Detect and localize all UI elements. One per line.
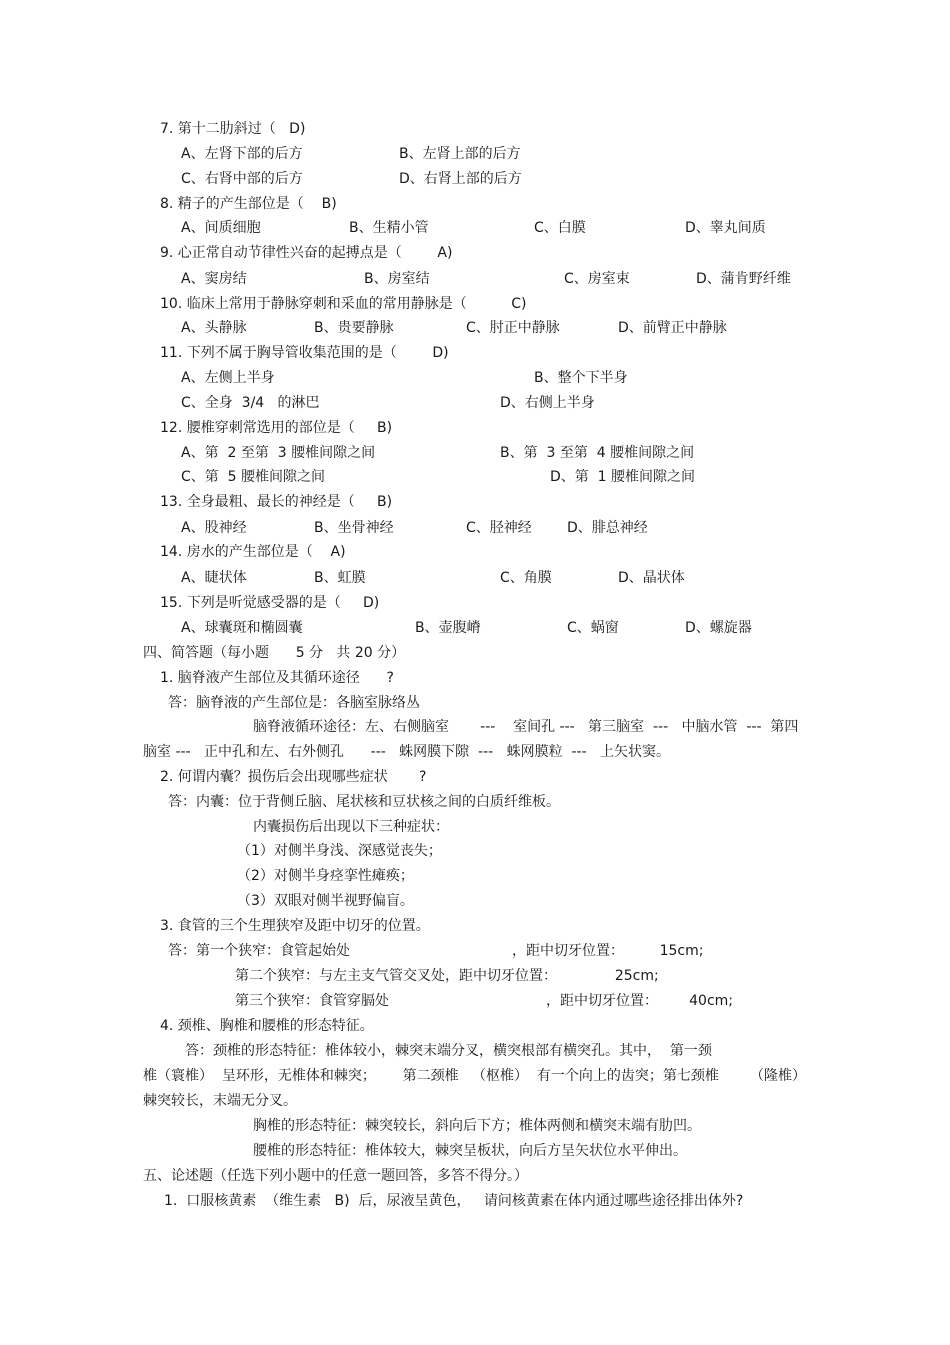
question-10-option-d: D、前臂正中静脉 xyxy=(618,320,727,336)
short-answer-3-answer-line-3-left: 第三个狭窄：食管穿膈处 xyxy=(235,993,389,1009)
short-answer-3-answer-line-3-right: ，距中切牙位置： 40cm; xyxy=(546,993,734,1009)
question-15-option-a: A、球囊斑和椭圆囊 xyxy=(181,620,303,636)
question-8-option-c: C、白膜 xyxy=(534,220,586,236)
short-answer-4-question: 4. 颈椎、胸椎和腰椎的形态特征。 xyxy=(160,1018,374,1034)
short-answer-4-answer-line-3: 棘突较长，末端无分叉。 xyxy=(143,1093,297,1109)
question-8-option-a: A、间质细胞 xyxy=(181,220,261,236)
question-12-option-a: A、第 2 至第 3 腰椎间隙之间 xyxy=(181,445,376,461)
question-9-option-b: B、房室结 xyxy=(364,271,430,287)
question-11-option-d: D、右侧上半身 xyxy=(500,395,595,411)
question-11-option-c: C、全身 3/4 的淋巴 xyxy=(181,395,320,411)
short-answer-3-answer-line-1-left: 答：第一个狭窄：食管起始处 xyxy=(168,943,350,959)
question-12-option-d: D、第 1 腰椎间隙之间 xyxy=(550,469,696,485)
question-13-option-b: B、坐骨神经 xyxy=(314,520,394,536)
question-15-option-b: B、壶腹嵴 xyxy=(415,620,481,636)
short-answer-4-answer-line-4: 胸椎的形态特征：棘突较长，斜向后下方；椎体两侧和横突末端有肋凹。 xyxy=(253,1118,701,1134)
question-13-stem: 13. 全身最粗、最长的神经是（ B) xyxy=(160,494,393,510)
question-10-option-a: A、头静脉 xyxy=(181,320,247,336)
short-answer-2-question: 2. 何谓内囊？损伤后会出现哪些症状 ? xyxy=(160,769,427,785)
section-4-heading: 四、简答题（每小题 5 分 共 20 分） xyxy=(143,645,406,661)
question-7-option-c: C、右肾中部的后方 xyxy=(181,171,303,187)
question-14-option-c: C、角膜 xyxy=(500,570,552,586)
question-14-option-b: B、虹膜 xyxy=(314,570,366,586)
short-answer-2-symptom-3: （3）双眼对侧半视野偏盲。 xyxy=(237,893,414,909)
question-11-option-b: B、整个下半身 xyxy=(534,370,628,386)
question-15-option-c: C、蜗窗 xyxy=(567,620,619,636)
question-9-option-a: A、窦房结 xyxy=(181,271,247,287)
question-14-option-a: A、睫状体 xyxy=(181,570,247,586)
short-answer-3-answer-line-1-right: ，距中切牙位置： 15cm; xyxy=(512,943,704,959)
question-13-option-a: A、股神经 xyxy=(181,520,247,536)
question-12-option-b: B、第 3 至第 4 腰椎间隙之间 xyxy=(500,445,695,461)
question-12-stem: 12. 腰椎穿刺常选用的部位是（ B) xyxy=(160,420,393,436)
question-15-option-d: D、螺旋器 xyxy=(685,620,752,636)
question-14-option-d: D、晶状体 xyxy=(618,570,685,586)
question-7-option-a: A、左肾下部的后方 xyxy=(181,146,303,162)
question-8-stem: 8. 精子的产生部位是（ B) xyxy=(160,196,337,212)
question-9-option-d: D、蒲肯野纤维 xyxy=(696,271,791,287)
short-answer-3-question: 3. 食管的三个生理狭窄及距中切牙的位置。 xyxy=(160,918,430,934)
short-answer-2-answer-line-1: 答：内囊：位于背侧丘脑、尾状核和豆状核之间的白质纤维板。 xyxy=(168,794,560,810)
question-12-option-c: C、第 5 腰椎间隙之间 xyxy=(181,469,326,485)
section-5-heading: 五、论述题（任选下列小题中的任意一题回答，多答不得分。） xyxy=(143,1168,528,1184)
question-13-option-c: C、胫神经 xyxy=(466,520,532,536)
question-11-option-a: A、左侧上半身 xyxy=(181,370,275,386)
question-9-stem: 9. 心正常自动节律性兴奋的起搏点是（ A) xyxy=(160,245,453,261)
question-14-stem: 14. 房水的产生部位是（ A) xyxy=(160,544,346,560)
question-15-stem: 15. 下列是听觉感受器的是（ D) xyxy=(160,595,380,611)
short-answer-4-answer-line-1: 答：颈椎的形态特征：椎体较小，棘突末端分叉，横突根部有横突孔。其中， 第一颈 xyxy=(185,1043,712,1059)
short-answer-4-answer-line-5: 腰椎的形态特征：椎体较大，棘突呈板状，向后方呈矢状位水平伸出。 xyxy=(253,1143,687,1159)
short-answer-2-symptom-2: （2）对侧半身痉挛性瘫痪； xyxy=(237,868,414,884)
question-8-option-d: D、睾丸间质 xyxy=(685,220,766,236)
short-answer-2-answer-line-2: 内囊损伤后出现以下三种症状： xyxy=(253,819,449,835)
question-11-stem: 11. 下列不属于胸导管收集范围的是（ D) xyxy=(160,345,449,361)
question-10-stem: 10. 临床上常用于静脉穿刺和采血的常用静脉是（ C) xyxy=(160,296,527,312)
question-7-stem: 7. 第十二肋斜过（ D) xyxy=(160,121,306,137)
question-10-option-c: C、肘正中静脉 xyxy=(466,320,560,336)
short-answer-1-answer-line-3: 脑室 --- 正中孔和左、右外侧孔 --- 蛛网膜下隙 --- 蛛网膜粒 --- 上矢状窦。 xyxy=(143,744,670,760)
short-answer-3-answer-line-2: 第二个狭窄：与左主支气管交叉处，距中切牙位置： 25cm; xyxy=(235,968,659,984)
question-7-option-b: B、左肾上部的后方 xyxy=(399,146,521,162)
short-answer-1-answer-line-2: 脑脊液循环途径：左、右侧脑室 --- 室间孔 --- 第三脑室 --- 中脑水管 --- 第四 xyxy=(253,719,799,735)
question-10-option-b: B、贵要静脉 xyxy=(314,320,394,336)
question-9-option-c: C、房室束 xyxy=(564,271,630,287)
short-answer-1-question: 1. 脑脊液产生部位及其循环途径 ? xyxy=(160,670,394,686)
short-answer-1-answer-line-1: 答：脑脊液的产生部位是：各脑室脉络丛 xyxy=(168,695,420,711)
question-7-option-d: D、右肾上部的后方 xyxy=(399,171,522,187)
short-answer-4-answer-line-2: 椎（寰椎） 呈环形，无椎体和棘突； 第二颈椎 （枢椎） 有一个向上的齿突；第七颈椎 （隆椎） xyxy=(143,1068,807,1084)
essay-question-1: 1. 口服核黄素 （维生素 B) 后，尿液呈黄色， 请问核黄素在体内通过哪些途径排出体外? xyxy=(164,1193,744,1209)
question-8-option-b: B、生精小管 xyxy=(349,220,429,236)
question-13-option-d: D、腓总神经 xyxy=(567,520,648,536)
short-answer-2-symptom-1: （1）对侧半身浅、深感觉丧失； xyxy=(237,843,442,859)
